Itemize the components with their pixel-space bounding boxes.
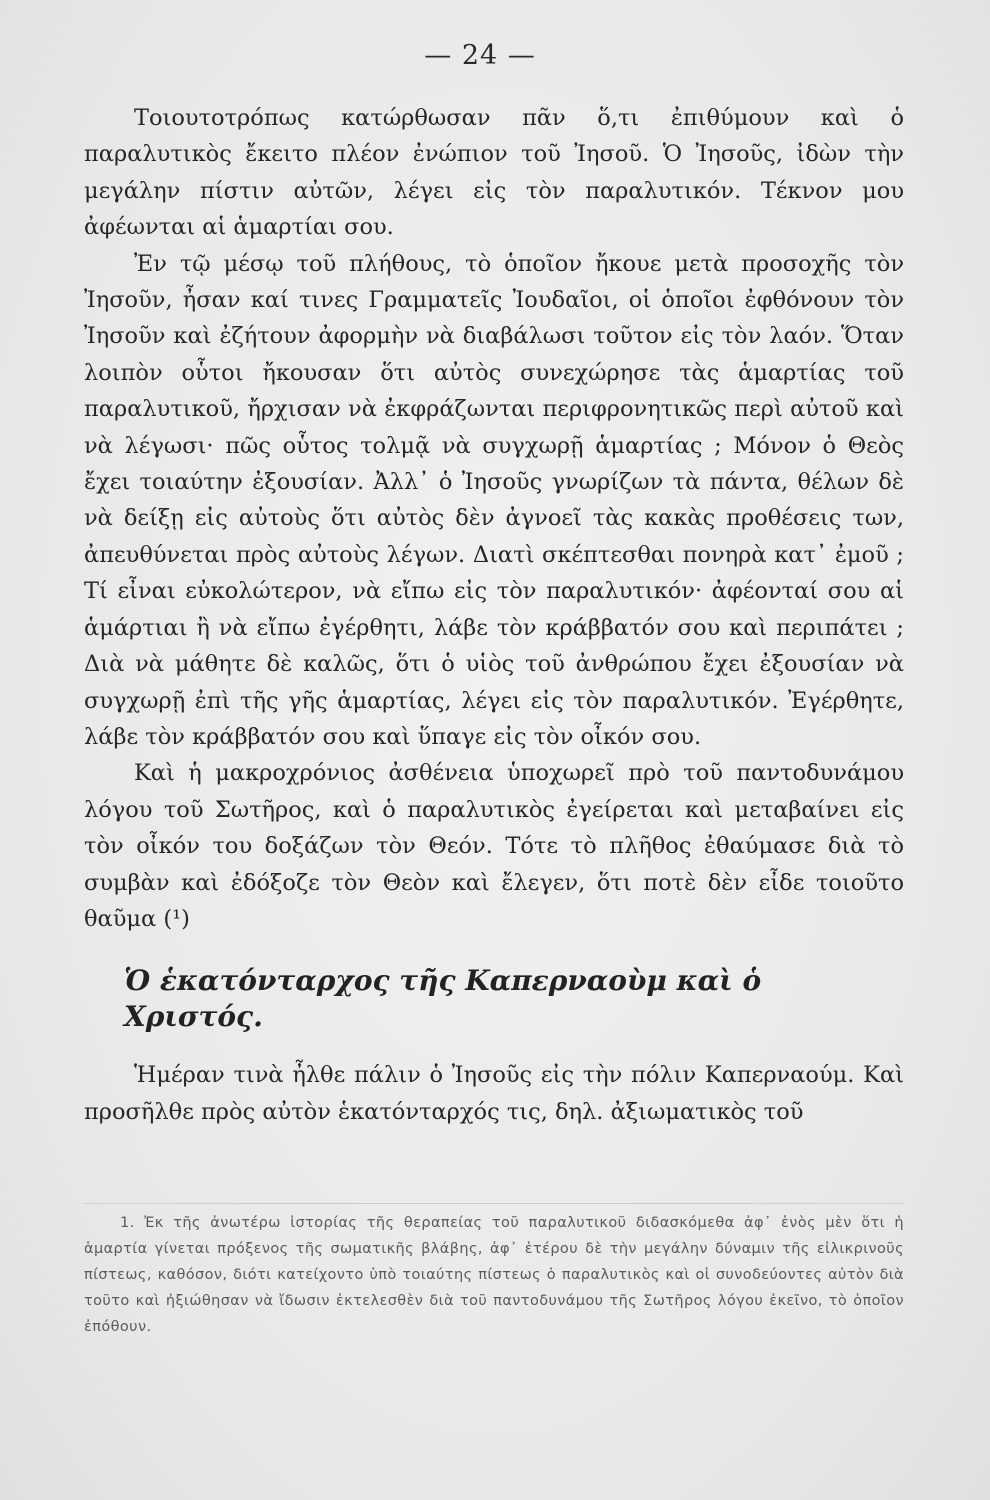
paragraph-scribes: Ἐν τῷ μέσῳ τοῦ πλήθους, τὸ ὁποῖον ἤκουε μετὰ προσοχῆς τὸν Ἰησοῦν, ἦσαν καί τινες Γραμματεῖς Ἰουδαῖοι, οἱ ὁποῖοι ἐφθόνουν τὸν Ἰησοῦν καὶ ἐζήτουν ἀφορμὴν νὰ διαβάλωσι τοῦτον εἰς τὸν λαόν. Ὅταν λοιπὸν οὗτοι ἤκουσαν ὅτι αὐτὸς συνεχώρησε τὰς ἁμαρτίας τοῦ παραλυτικοῦ, ἤρχισαν νὰ ἐκφράζωνται περιφρονητικῶς περὶ αὐτοῦ καὶ νὰ λέγωσι· πῶς οὗτος τολμᾷ νὰ συγχωρῇ ἁμαρτίας ; Μόνον ὁ Θεὸς ἔχει τοιαύτην ἐξουσίαν. Ἀλλ᾽ ὁ Ἰησοῦς γνωρίζων τὰ πάντα, θέλων δὲ νὰ δείξῃ εἰς αὐτοὺς ὅτι αὐτὸς δὲν ἀγνοεῖ τὰς κακὰς προθέσεις των, ἀπευθύνεται πρὸς αὐτοὺς λέγων. Διατὶ σκέπτεσθαι πονηρὰ κατ᾽ ἐμοῦ ; Τί εἶναι εὐκολώτερον, νὰ εἴπω εἰς τὸν παραλυτικόν· ἀφέονταί σου αἱ ἁμάρτιαι ἢ νὰ εἴπω ἐγέρθητι, λάβε τὸν κράββατόν σου καὶ περιπάτει ; Διὰ νὰ μάθητε δὲ καλῶς, ὅτι ὁ υἱὸς τοῦ ἀνθρώπου ἔχει ἐξουσίαν νὰ συγχωρῇ ἐπὶ τῆς γῆς ἁμαρτίας, λέγει εἰς τὸν παραλυτικόν. Ἐγέρθητε, λάβε τὸν κράββατόν σου καὶ ὕπαγε εἰς τὸν οἶκόν σου. [84, 250, 904, 750]
paragraph-paralytic-faith: Τοιουτοτρόπως κατώρθωσαν πᾶν ὅ,τι ἐπιθύμουν καὶ ὁ παραλυτικὸς ἔκειτο πλέον ἐνώπιον τοῦ Ἰησοῦ. Ὁ Ἰησοῦς, ἰδὼν τὴν μεγάλην πίστιν αὐτῶν, λέγει εἰς τὸν παραλυτικόν. Τέκνον μου ἀφέωνται αἱ ἁμαρτίαι σου. [84, 105, 904, 241]
body-text [84, 100, 904, 1130]
footnote: 1. Ἐκ τῆς ἀνωτέρω ἱστορίας τῆς θεραπείας τοῦ παραλυτικοῦ διδασκόμεθα ἀφ᾽ ἑνὸς μὲν ὅτι ἡ ἁμαρτία γίνεται πρόξενος τῆς σωματικῆς βλάβης, ἀφ᾽ ἑτέρου δὲ τὴν μεγάλην δύναμιν τῆς εἰλικρινοῦς πίστεως, καθόσον, διότι κατείχοντο ὑπὸ τοιαύτης πίστεως ὁ παραλυτικὸς καὶ οἱ συνοδεύοντες αὐτὸν διὰ τοῦτο καὶ ἠξιώθησαν νὰ ἴδωσιν ἐκτελεσθὲν διὰ τοῦ παντοδυνάμου τῆς Σωτῆρος λόγου ἐκεῖνο, τὸ ὁποῖον ἐπόθουν. [84, 1215, 904, 1335]
paragraph-healing: Καὶ ἡ μακροχρόνιος ἀσθένεια ὑποχωρεῖ πρὸ τοῦ παντοδυνάμου λόγου τοῦ Σωτῆρος, καὶ ὁ παραλυτικὸς ἐγείρεται καὶ μεταβαίνει εἰς τὸν οἶκόν του δοξάζων τὸν Θεόν. Τότε τὸ πλῆθος ἐθαύμασε διὰ τὸ συμβὰν καὶ ἐδόξοζε τὸν Θεὸν καὶ ἔλεγεν, ὅτι ποτὲ δὲν εἶδε τοιοῦτο θαῦμα (¹) [84, 760, 904, 932]
paragraph-centurion: Ἡμέραν τινὰ ἦλθε πάλιν ὁ Ἰησοῦς εἰς τὴν πόλιν Καπερναούμ. Καὶ προσῆλθε πρὸς αὐτὸν ἑκατόνταρχός τις, δηλ. ἀξιωματικὸς τοῦ [84, 1062, 904, 1125]
page-number: — 24 — [424, 40, 536, 71]
footnote-divider [84, 1203, 904, 1204]
section-heading: Ὁ ἑκατόνταρχος τῆς Καπερναοὺμ καὶ ὁ Χριστός. [124, 964, 762, 1034]
